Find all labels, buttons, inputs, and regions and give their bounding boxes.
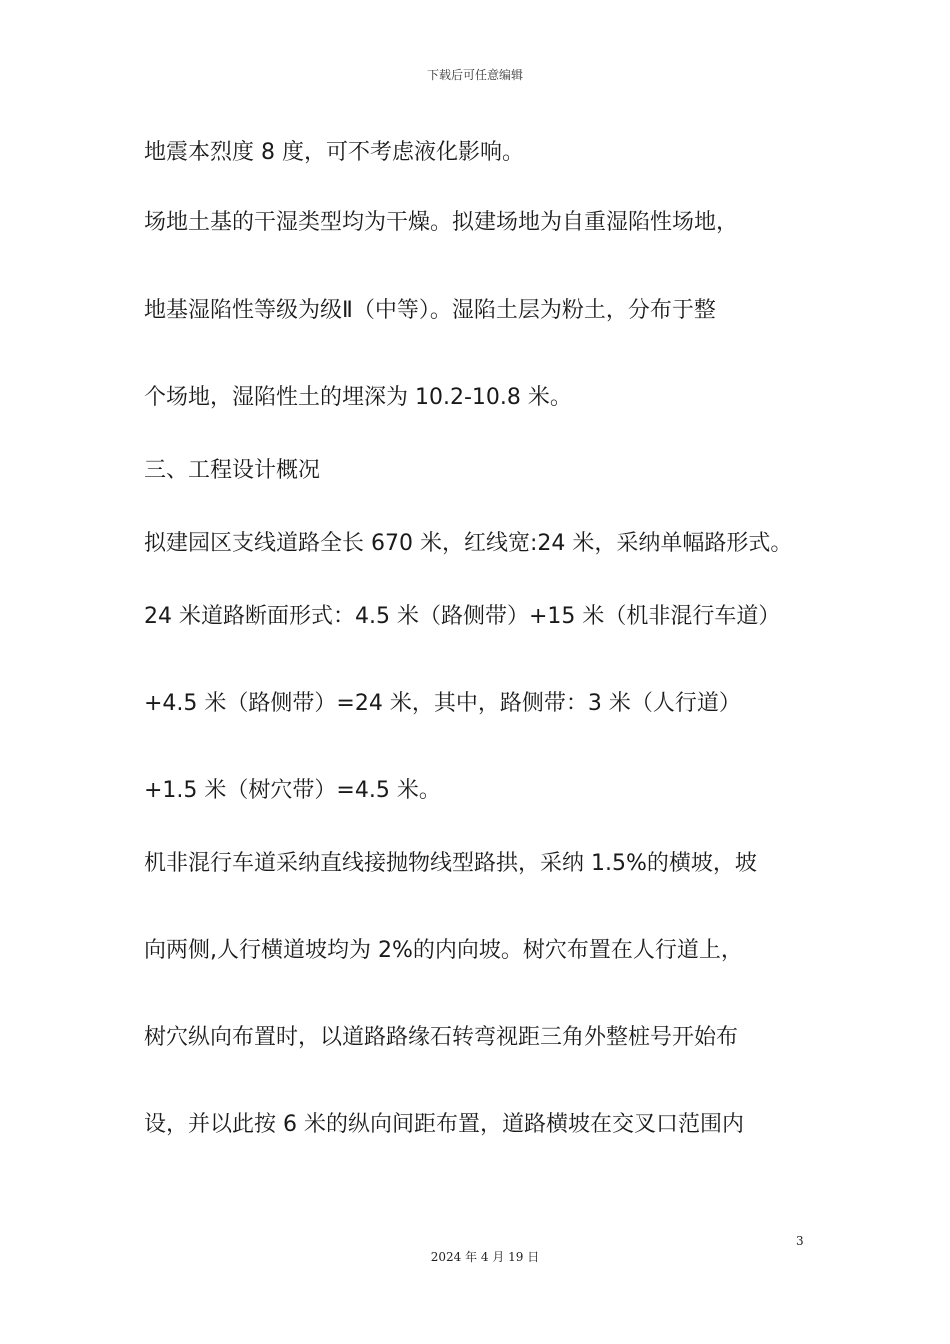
body-line-8: +4.5 米（路侧带）=24 米，其中，路侧带：3 米（人行道）	[144, 691, 741, 716]
page-header: 下载后可任意编辑	[426, 68, 523, 82]
page-number: 3	[796, 1234, 804, 1248]
body-line-1: 地震本烈度 8 度，可不考虑液化影响。	[144, 140, 524, 165]
body-line-12: 树穴纵向布置时，以道路路缘石转弯视距三角外整桩号开始布	[144, 1025, 739, 1050]
body-line-10: 机非混行车道采纳直线接抛物线型路拱，采纳 1.5%的横坡，坡	[144, 851, 757, 876]
section-heading: 三、工程设计概况	[144, 458, 321, 483]
body-line-7: 24 米道路断面形式：4.5 米（路侧带）+15 米（机非混行车道）	[144, 604, 781, 629]
body-line-11: 向两侧,人行横道坡均为 2%的内向坡。树穴布置在人行道上，	[144, 938, 743, 963]
body-line-6: 拟建园区支线道路全长 670 米，红线宽:24 米，采纳单幅路形式。	[144, 531, 793, 556]
footer-date: 2024 年 4 月 19 日	[430, 1250, 540, 1264]
body-line-3: 地基湿陷性等级为级Ⅱ（中等）。湿陷土层为粉土，分布于整	[144, 298, 716, 323]
body-line-9: +1.5 米（树穴带）=4.5 米。	[144, 778, 441, 803]
body-line-4: 个场地，湿陷性土的埋深为 10.2-10.8 米。	[144, 385, 572, 410]
body-line-13: 设，并以此按 6 米的纵向间距布置，道路横坡在交叉口范围内	[144, 1112, 744, 1137]
body-line-2: 场地土基的干湿类型均为干燥。拟建场地为自重湿陷性场地，	[144, 210, 739, 235]
